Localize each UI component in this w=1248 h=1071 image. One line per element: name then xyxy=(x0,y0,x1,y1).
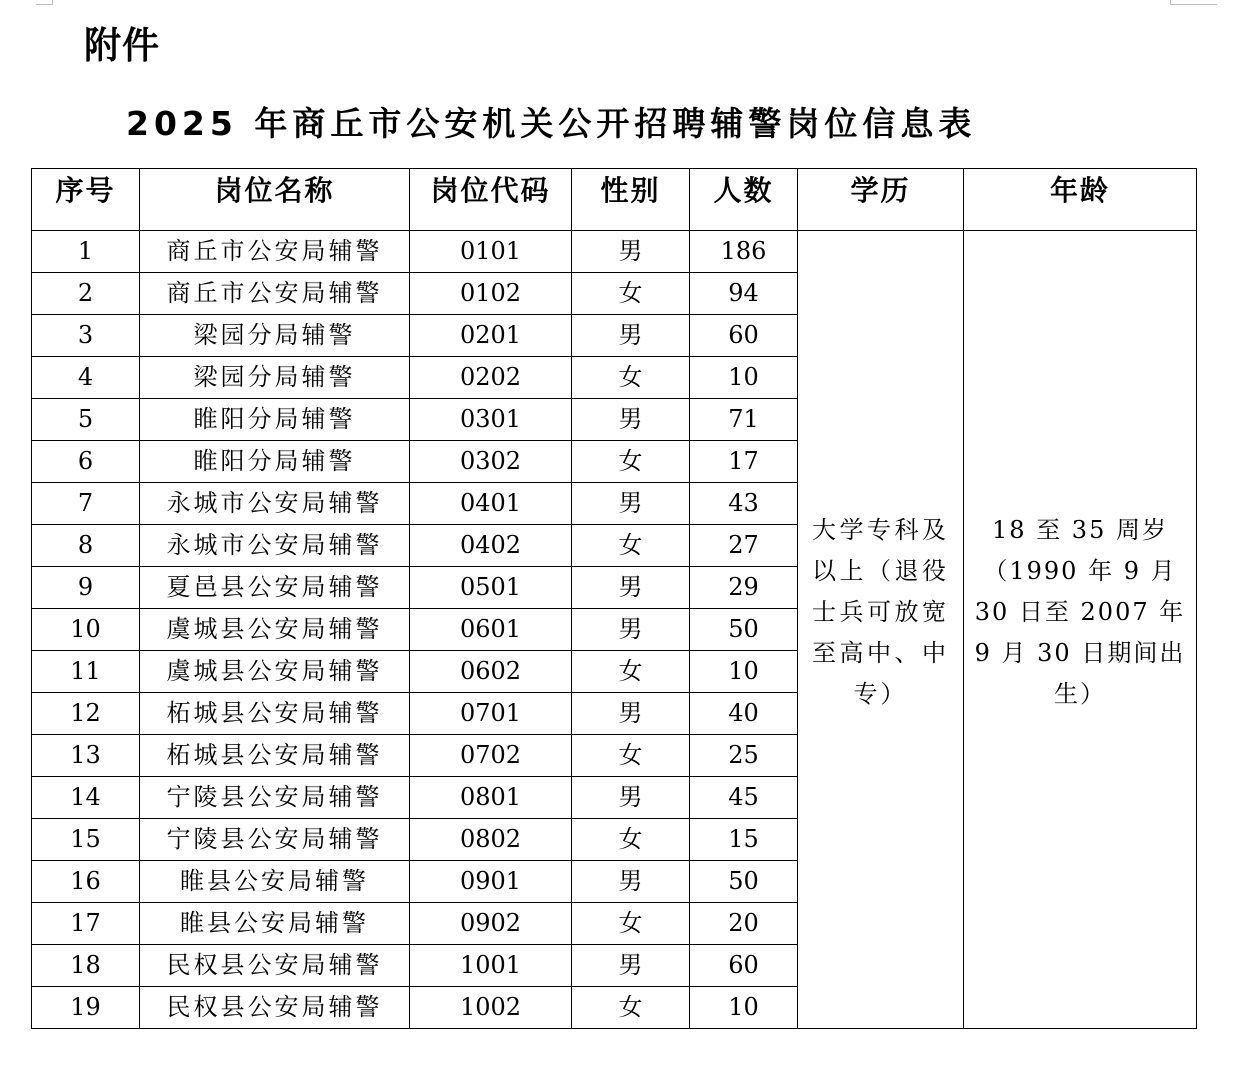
cell-position-code: 0302 xyxy=(410,441,572,483)
cell-gender: 女 xyxy=(572,651,690,693)
cell-index: 1 xyxy=(32,231,140,273)
cell-count: 29 xyxy=(690,567,798,609)
cell-index: 11 xyxy=(32,651,140,693)
cell-position-name: 梁园分局辅警 xyxy=(140,357,410,399)
cell-gender: 男 xyxy=(572,609,690,651)
cell-position-code: 0602 xyxy=(410,651,572,693)
cell-count: 10 xyxy=(690,987,798,1029)
cell-index: 8 xyxy=(32,525,140,567)
cell-position-name: 夏邑县公安局辅警 xyxy=(140,567,410,609)
position-info-table xyxy=(31,168,1197,1029)
cell-position-name: 民权县公安局辅警 xyxy=(140,987,410,1029)
cell-index: 18 xyxy=(32,945,140,987)
cell-count: 186 xyxy=(690,231,798,273)
cell-position-code: 0201 xyxy=(410,315,572,357)
age-requirement-text: 18 至 35 周岁（1990 年 9 月 30 日至 2007 年 9 月 30 日期间出生） xyxy=(974,516,1186,708)
education-requirement-text: 大学专科及以上（退役士兵可放宽至高中、中专） xyxy=(812,516,949,708)
header-gender: 性别 xyxy=(572,169,690,231)
cell-gender: 男 xyxy=(572,945,690,987)
cell-position-code: 0402 xyxy=(410,525,572,567)
cell-position-code: 0301 xyxy=(410,399,572,441)
cell-position-code: 0701 xyxy=(410,693,572,735)
header-age: 年龄 xyxy=(964,169,1197,231)
cell-position-name: 睢阳分局辅警 xyxy=(140,441,410,483)
cell-count: 25 xyxy=(690,735,798,777)
cell-position-code: 0702 xyxy=(410,735,572,777)
cell-gender: 男 xyxy=(572,315,690,357)
cell-count: 15 xyxy=(690,819,798,861)
header-count: 人数 xyxy=(690,169,798,231)
cell-index: 10 xyxy=(32,609,140,651)
table-row xyxy=(32,231,1197,273)
cell-gender: 女 xyxy=(572,987,690,1029)
cell-count: 10 xyxy=(690,651,798,693)
cell-position-code: 0801 xyxy=(410,777,572,819)
cell-index: 2 xyxy=(32,273,140,315)
cell-position-code: 0401 xyxy=(410,483,572,525)
cell-position-name: 睢县公安局辅警 xyxy=(140,861,410,903)
cell-position-name: 民权县公安局辅警 xyxy=(140,945,410,987)
cell-position-code: 0202 xyxy=(410,357,572,399)
cell-position-name: 柘城县公安局辅警 xyxy=(140,735,410,777)
cell-index: 19 xyxy=(32,987,140,1029)
table-header-row xyxy=(32,169,1197,231)
cell-position-code: 1001 xyxy=(410,945,572,987)
header-education: 学历 xyxy=(798,169,964,231)
cell-gender: 男 xyxy=(572,693,690,735)
cell-index: 15 xyxy=(32,819,140,861)
document-title: 2025 年商丘市公安机关公开招聘辅警岗位信息表 xyxy=(126,104,977,143)
cell-education-requirement xyxy=(798,231,964,1029)
cell-gender: 男 xyxy=(572,483,690,525)
cell-gender: 男 xyxy=(572,231,690,273)
table-body xyxy=(32,231,1197,1029)
cell-gender: 女 xyxy=(572,273,690,315)
cell-gender: 女 xyxy=(572,441,690,483)
cell-position-code: 1002 xyxy=(410,987,572,1029)
cell-gender: 女 xyxy=(572,357,690,399)
cell-gender: 女 xyxy=(572,735,690,777)
cell-position-name: 宁陵县公安局辅警 xyxy=(140,777,410,819)
cell-position-code: 0501 xyxy=(410,567,572,609)
cell-count: 40 xyxy=(690,693,798,735)
cell-index: 4 xyxy=(32,357,140,399)
cell-age-requirement xyxy=(964,231,1197,1029)
cell-index: 7 xyxy=(32,483,140,525)
cell-index: 6 xyxy=(32,441,140,483)
cell-position-code: 0101 xyxy=(410,231,572,273)
cell-gender: 女 xyxy=(572,903,690,945)
cell-index: 3 xyxy=(32,315,140,357)
cell-count: 60 xyxy=(690,945,798,987)
cell-position-code: 0901 xyxy=(410,861,572,903)
cell-count: 43 xyxy=(690,483,798,525)
cell-index: 14 xyxy=(32,777,140,819)
header-index: 序号 xyxy=(32,169,140,231)
cell-position-code: 0601 xyxy=(410,609,572,651)
cell-gender: 女 xyxy=(572,819,690,861)
cell-gender: 男 xyxy=(572,567,690,609)
cell-count: 71 xyxy=(690,399,798,441)
cell-gender: 女 xyxy=(572,525,690,567)
cell-gender: 男 xyxy=(572,399,690,441)
cell-position-name: 商丘市公安局辅警 xyxy=(140,273,410,315)
cell-position-name: 睢阳分局辅警 xyxy=(140,399,410,441)
cell-index: 16 xyxy=(32,861,140,903)
page-corner-mark-left xyxy=(36,0,53,5)
page-corner-mark-right xyxy=(1170,0,1217,5)
cell-count: 17 xyxy=(690,441,798,483)
cell-gender: 男 xyxy=(572,777,690,819)
cell-count: 60 xyxy=(690,315,798,357)
cell-position-name: 永城市公安局辅警 xyxy=(140,483,410,525)
cell-count: 50 xyxy=(690,609,798,651)
cell-index: 13 xyxy=(32,735,140,777)
cell-gender: 男 xyxy=(572,861,690,903)
cell-position-code: 0102 xyxy=(410,273,572,315)
cell-position-code: 0902 xyxy=(410,903,572,945)
cell-index: 5 xyxy=(32,399,140,441)
cell-position-name: 永城市公安局辅警 xyxy=(140,525,410,567)
cell-position-name: 宁陵县公安局辅警 xyxy=(140,819,410,861)
cell-index: 17 xyxy=(32,903,140,945)
cell-position-code: 0802 xyxy=(410,819,572,861)
cell-count: 45 xyxy=(690,777,798,819)
cell-count: 50 xyxy=(690,861,798,903)
attachment-label: 附件 xyxy=(84,24,160,67)
cell-count: 94 xyxy=(690,273,798,315)
cell-count: 20 xyxy=(690,903,798,945)
cell-count: 27 xyxy=(690,525,798,567)
cell-position-name: 睢县公安局辅警 xyxy=(140,903,410,945)
header-position-name: 岗位名称 xyxy=(140,169,410,231)
cell-position-name: 虞城县公安局辅警 xyxy=(140,609,410,651)
cell-index: 12 xyxy=(32,693,140,735)
cell-position-name: 商丘市公安局辅警 xyxy=(140,231,410,273)
cell-position-name: 梁园分局辅警 xyxy=(140,315,410,357)
header-position-code: 岗位代码 xyxy=(410,169,572,231)
cell-position-name: 虞城县公安局辅警 xyxy=(140,651,410,693)
cell-index: 9 xyxy=(32,567,140,609)
cell-position-name: 柘城县公安局辅警 xyxy=(140,693,410,735)
cell-count: 10 xyxy=(690,357,798,399)
